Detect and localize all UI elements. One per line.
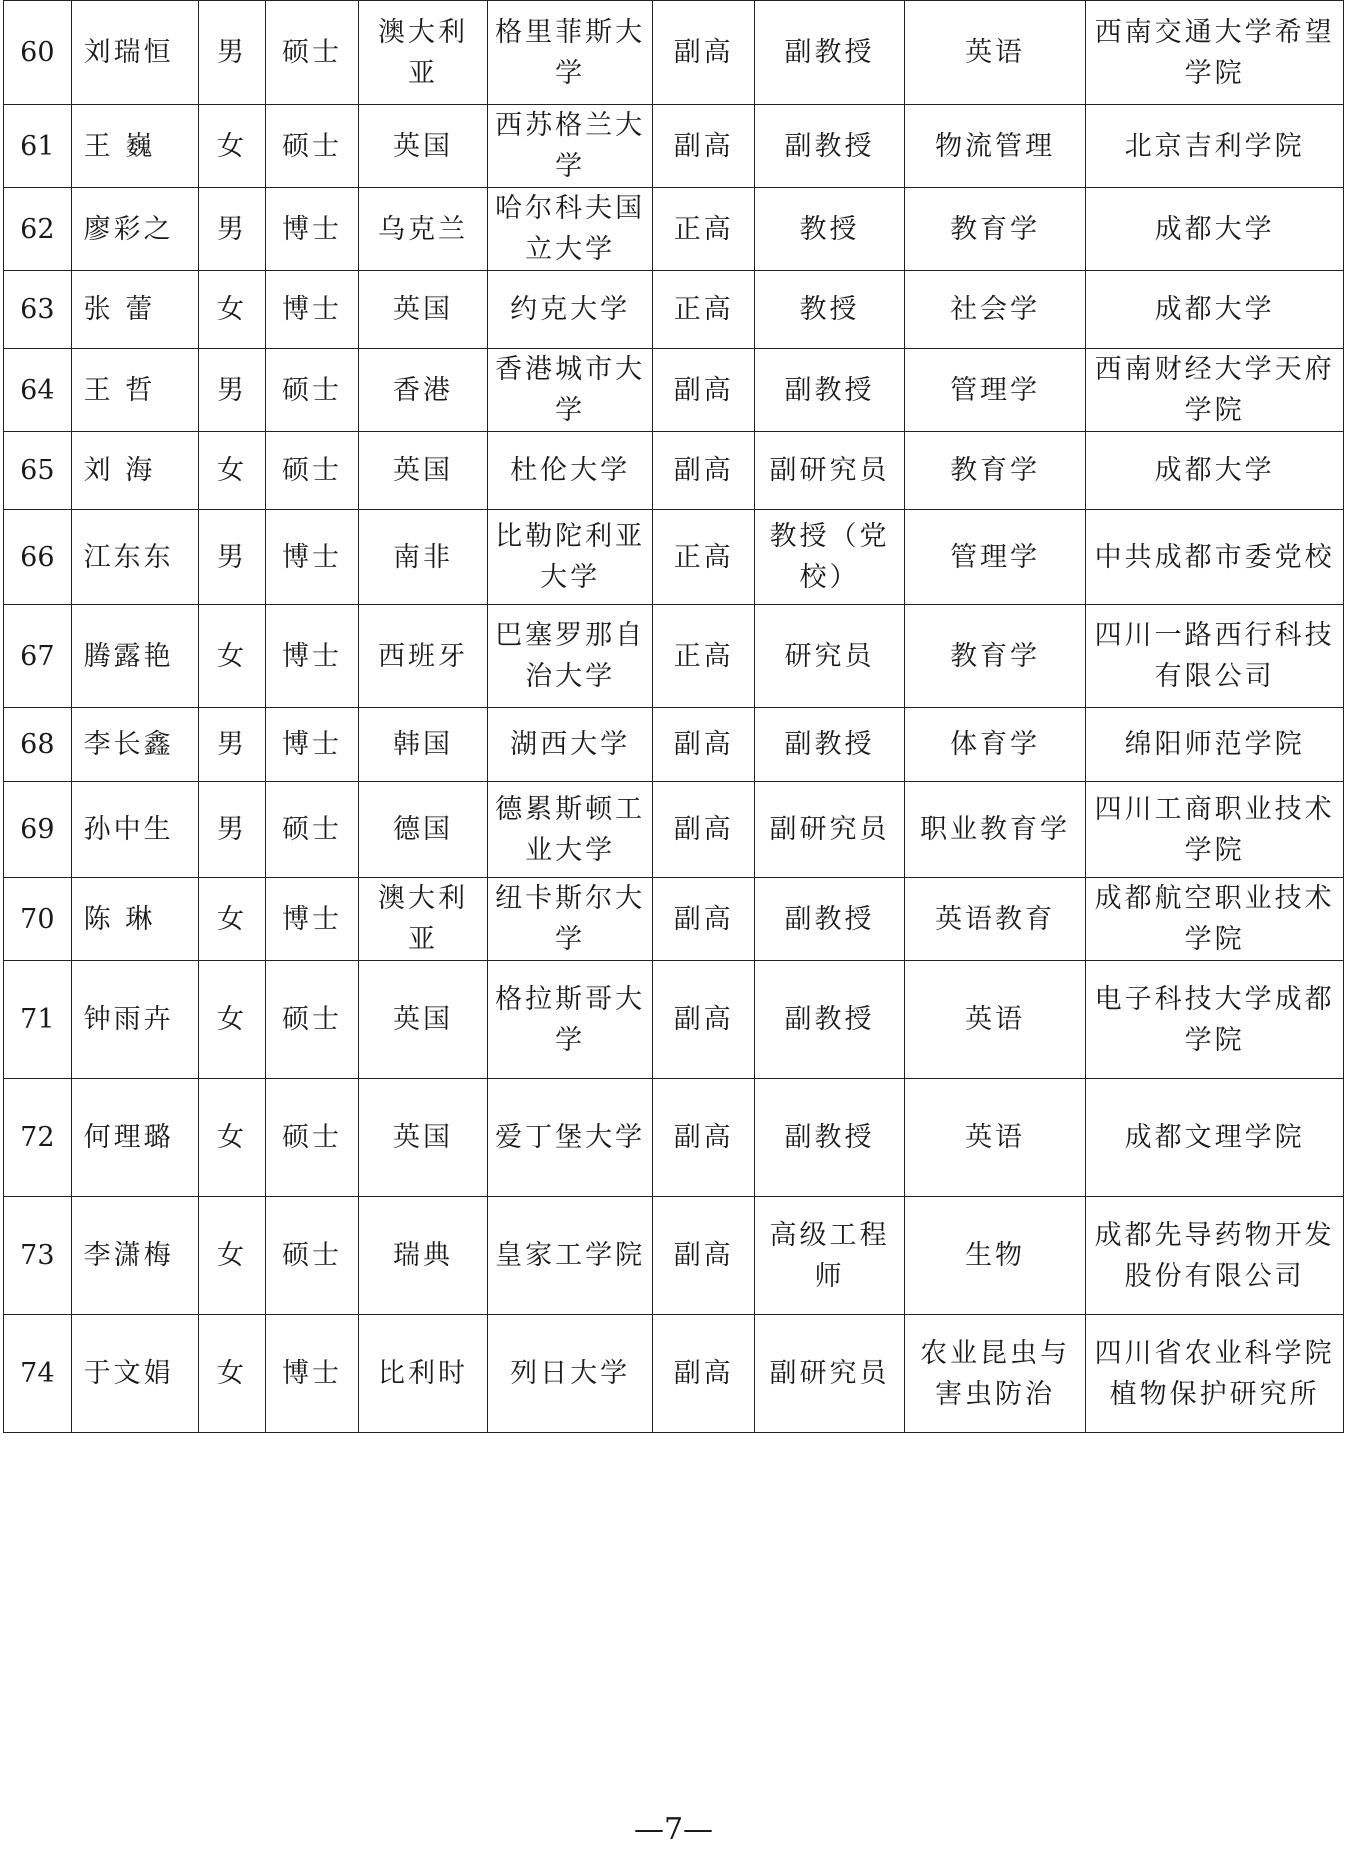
cell-level: 副高 [653,1315,755,1433]
table-row [4,349,1344,432]
cell-degree: 硕士 [266,105,359,188]
cell-employer: 北京吉利学院 [1086,105,1344,188]
cell-university: 纽卡斯尔大学 [488,878,653,961]
cell-field: 体育学 [904,708,1086,782]
table-row [4,1,1344,105]
cell-level: 副高 [653,1,755,105]
cell-degree: 硕士 [266,1,359,105]
cell-university: 爱丁堡大学 [488,1079,653,1197]
cell-name: 刘瑞恒 [71,1,198,105]
cell-gender: 男 [198,782,266,878]
cell-name: 钟雨卉 [71,961,198,1079]
cell-name: 张 蕾 [71,271,198,349]
cell-country: 澳大利亚 [358,878,487,961]
cell-degree: 硕士 [266,1079,359,1197]
cell-employer: 成都大学 [1086,432,1344,510]
cell-title: 教授（党校） [755,510,905,605]
cell-university: 杜伦大学 [488,432,653,510]
cell-title: 副教授 [755,708,905,782]
cell-gender: 女 [198,1079,266,1197]
cell-country: 英国 [358,1079,487,1197]
cell-field: 英语 [904,1,1086,105]
cell-employer: 中共成都市委党校 [1086,510,1344,605]
cell-country: 比利时 [358,1315,487,1433]
cell-level: 正高 [653,605,755,708]
cell-university: 比勒陀利亚大学 [488,510,653,605]
cell-title: 副教授 [755,961,905,1079]
cell-degree: 硕士 [266,782,359,878]
cell-country: 澳大利亚 [358,1,487,105]
cell-no: 68 [4,708,72,782]
cell-university: 香港城市大学 [488,349,653,432]
cell-university: 皇家工学院 [488,1197,653,1315]
table-row [4,510,1344,605]
cell-level: 副高 [653,349,755,432]
cell-title: 副教授 [755,1079,905,1197]
table-row [4,1079,1344,1197]
cell-field: 教育学 [904,605,1086,708]
cell-title: 研究员 [755,605,905,708]
cell-name: 廖彩之 [71,188,198,271]
cell-no: 60 [4,1,72,105]
table-row [4,188,1344,271]
cell-level: 正高 [653,271,755,349]
cell-level: 副高 [653,1079,755,1197]
cell-degree: 博士 [266,878,359,961]
cell-country: 英国 [358,432,487,510]
cell-gender: 女 [198,105,266,188]
cell-title: 副教授 [755,349,905,432]
cell-title: 教授 [755,188,905,271]
cell-field: 英语 [904,961,1086,1079]
cell-title: 教授 [755,271,905,349]
cell-no: 73 [4,1197,72,1315]
cell-name: 王 哲 [71,349,198,432]
cell-name: 李潇梅 [71,1197,198,1315]
cell-gender: 女 [198,961,266,1079]
personnel-table [3,0,1344,1433]
cell-country: 瑞典 [358,1197,487,1315]
cell-level: 副高 [653,961,755,1079]
cell-name: 陈 琳 [71,878,198,961]
cell-university: 格拉斯哥大学 [488,961,653,1079]
cell-employer: 成都航空职业技术学院 [1086,878,1344,961]
cell-name: 王 巍 [71,105,198,188]
table-row [4,961,1344,1079]
cell-gender: 女 [198,271,266,349]
cell-country: 西班牙 [358,605,487,708]
cell-no: 74 [4,1315,72,1433]
cell-country: 德国 [358,782,487,878]
cell-field: 职业教育学 [904,782,1086,878]
cell-university: 格里菲斯大学 [488,1,653,105]
cell-gender: 男 [198,349,266,432]
cell-employer: 电子科技大学成都学院 [1086,961,1344,1079]
cell-title: 副研究员 [755,432,905,510]
cell-no: 70 [4,878,72,961]
cell-title: 副研究员 [755,1315,905,1433]
cell-name: 江东东 [71,510,198,605]
cell-gender: 男 [198,510,266,605]
cell-field: 英语 [904,1079,1086,1197]
cell-level: 正高 [653,188,755,271]
cell-gender: 女 [198,605,266,708]
cell-degree: 博士 [266,1315,359,1433]
cell-employer: 西南财经大学天府学院 [1086,349,1344,432]
table-row [4,271,1344,349]
cell-field: 物流管理 [904,105,1086,188]
cell-field: 农业昆虫与害虫防治 [904,1315,1086,1433]
cell-level: 副高 [653,878,755,961]
cell-name: 于文娟 [71,1315,198,1433]
cell-level: 副高 [653,1197,755,1315]
cell-degree: 博士 [266,605,359,708]
cell-field: 生物 [904,1197,1086,1315]
cell-no: 71 [4,961,72,1079]
table-body [4,1,1344,1433]
table-row [4,1315,1344,1433]
cell-country: 英国 [358,105,487,188]
table-row [4,878,1344,961]
cell-field: 英语教育 [904,878,1086,961]
table-row [4,605,1344,708]
cell-no: 69 [4,782,72,878]
table-row [4,432,1344,510]
cell-title: 副教授 [755,878,905,961]
cell-field: 教育学 [904,432,1086,510]
cell-field: 管理学 [904,349,1086,432]
cell-degree: 硕士 [266,1197,359,1315]
cell-no: 61 [4,105,72,188]
cell-country: 香港 [358,349,487,432]
cell-employer: 四川工商职业技术学院 [1086,782,1344,878]
cell-university: 约克大学 [488,271,653,349]
cell-no: 65 [4,432,72,510]
cell-level: 副高 [653,782,755,878]
table-row [4,782,1344,878]
cell-level: 副高 [653,708,755,782]
cell-name: 何理璐 [71,1079,198,1197]
cell-no: 67 [4,605,72,708]
cell-field: 社会学 [904,271,1086,349]
cell-gender: 女 [198,878,266,961]
cell-title: 副研究员 [755,782,905,878]
cell-gender: 女 [198,1315,266,1433]
cell-employer: 四川一路西行科技有限公司 [1086,605,1344,708]
cell-degree: 博士 [266,188,359,271]
cell-title: 副教授 [755,105,905,188]
cell-no: 66 [4,510,72,605]
cell-name: 李长鑫 [71,708,198,782]
cell-no: 63 [4,271,72,349]
cell-university: 哈尔科夫国立大学 [488,188,653,271]
cell-university: 湖西大学 [488,708,653,782]
cell-gender: 女 [198,1197,266,1315]
cell-level: 副高 [653,432,755,510]
table-row [4,1197,1344,1315]
cell-name: 腾露艳 [71,605,198,708]
cell-degree: 硕士 [266,432,359,510]
cell-university: 西苏格兰大学 [488,105,653,188]
cell-employer: 成都大学 [1086,188,1344,271]
cell-employer: 西南交通大学希望学院 [1086,1,1344,105]
table-row [4,708,1344,782]
cell-degree: 博士 [266,271,359,349]
cell-gender: 女 [198,432,266,510]
cell-employer: 成都文理学院 [1086,1079,1344,1197]
cell-gender: 男 [198,188,266,271]
cell-employer: 四川省农业科学院植物保护研究所 [1086,1315,1344,1433]
cell-name: 刘 海 [71,432,198,510]
cell-degree: 博士 [266,510,359,605]
cell-country: 韩国 [358,708,487,782]
cell-university: 列日大学 [488,1315,653,1433]
cell-name: 孙中生 [71,782,198,878]
cell-university: 德累斯顿工业大学 [488,782,653,878]
cell-title: 高级工程师 [755,1197,905,1315]
cell-degree: 硕士 [266,961,359,1079]
table-row [4,105,1344,188]
cell-employer: 成都大学 [1086,271,1344,349]
cell-country: 英国 [358,271,487,349]
cell-field: 管理学 [904,510,1086,605]
cell-level: 正高 [653,510,755,605]
cell-no: 62 [4,188,72,271]
cell-no: 72 [4,1079,72,1197]
page-number: —7— [633,1812,714,1847]
cell-university: 巴塞罗那自治大学 [488,605,653,708]
cell-gender: 男 [198,708,266,782]
cell-country: 英国 [358,961,487,1079]
cell-degree: 博士 [266,708,359,782]
cell-degree: 硕士 [266,349,359,432]
cell-gender: 男 [198,1,266,105]
cell-employer: 成都先导药物开发股份有限公司 [1086,1197,1344,1315]
cell-level: 副高 [653,105,755,188]
cell-country: 乌克兰 [358,188,487,271]
cell-country: 南非 [358,510,487,605]
cell-field: 教育学 [904,188,1086,271]
cell-title: 副教授 [755,1,905,105]
cell-no: 64 [4,349,72,432]
cell-employer: 绵阳师范学院 [1086,708,1344,782]
